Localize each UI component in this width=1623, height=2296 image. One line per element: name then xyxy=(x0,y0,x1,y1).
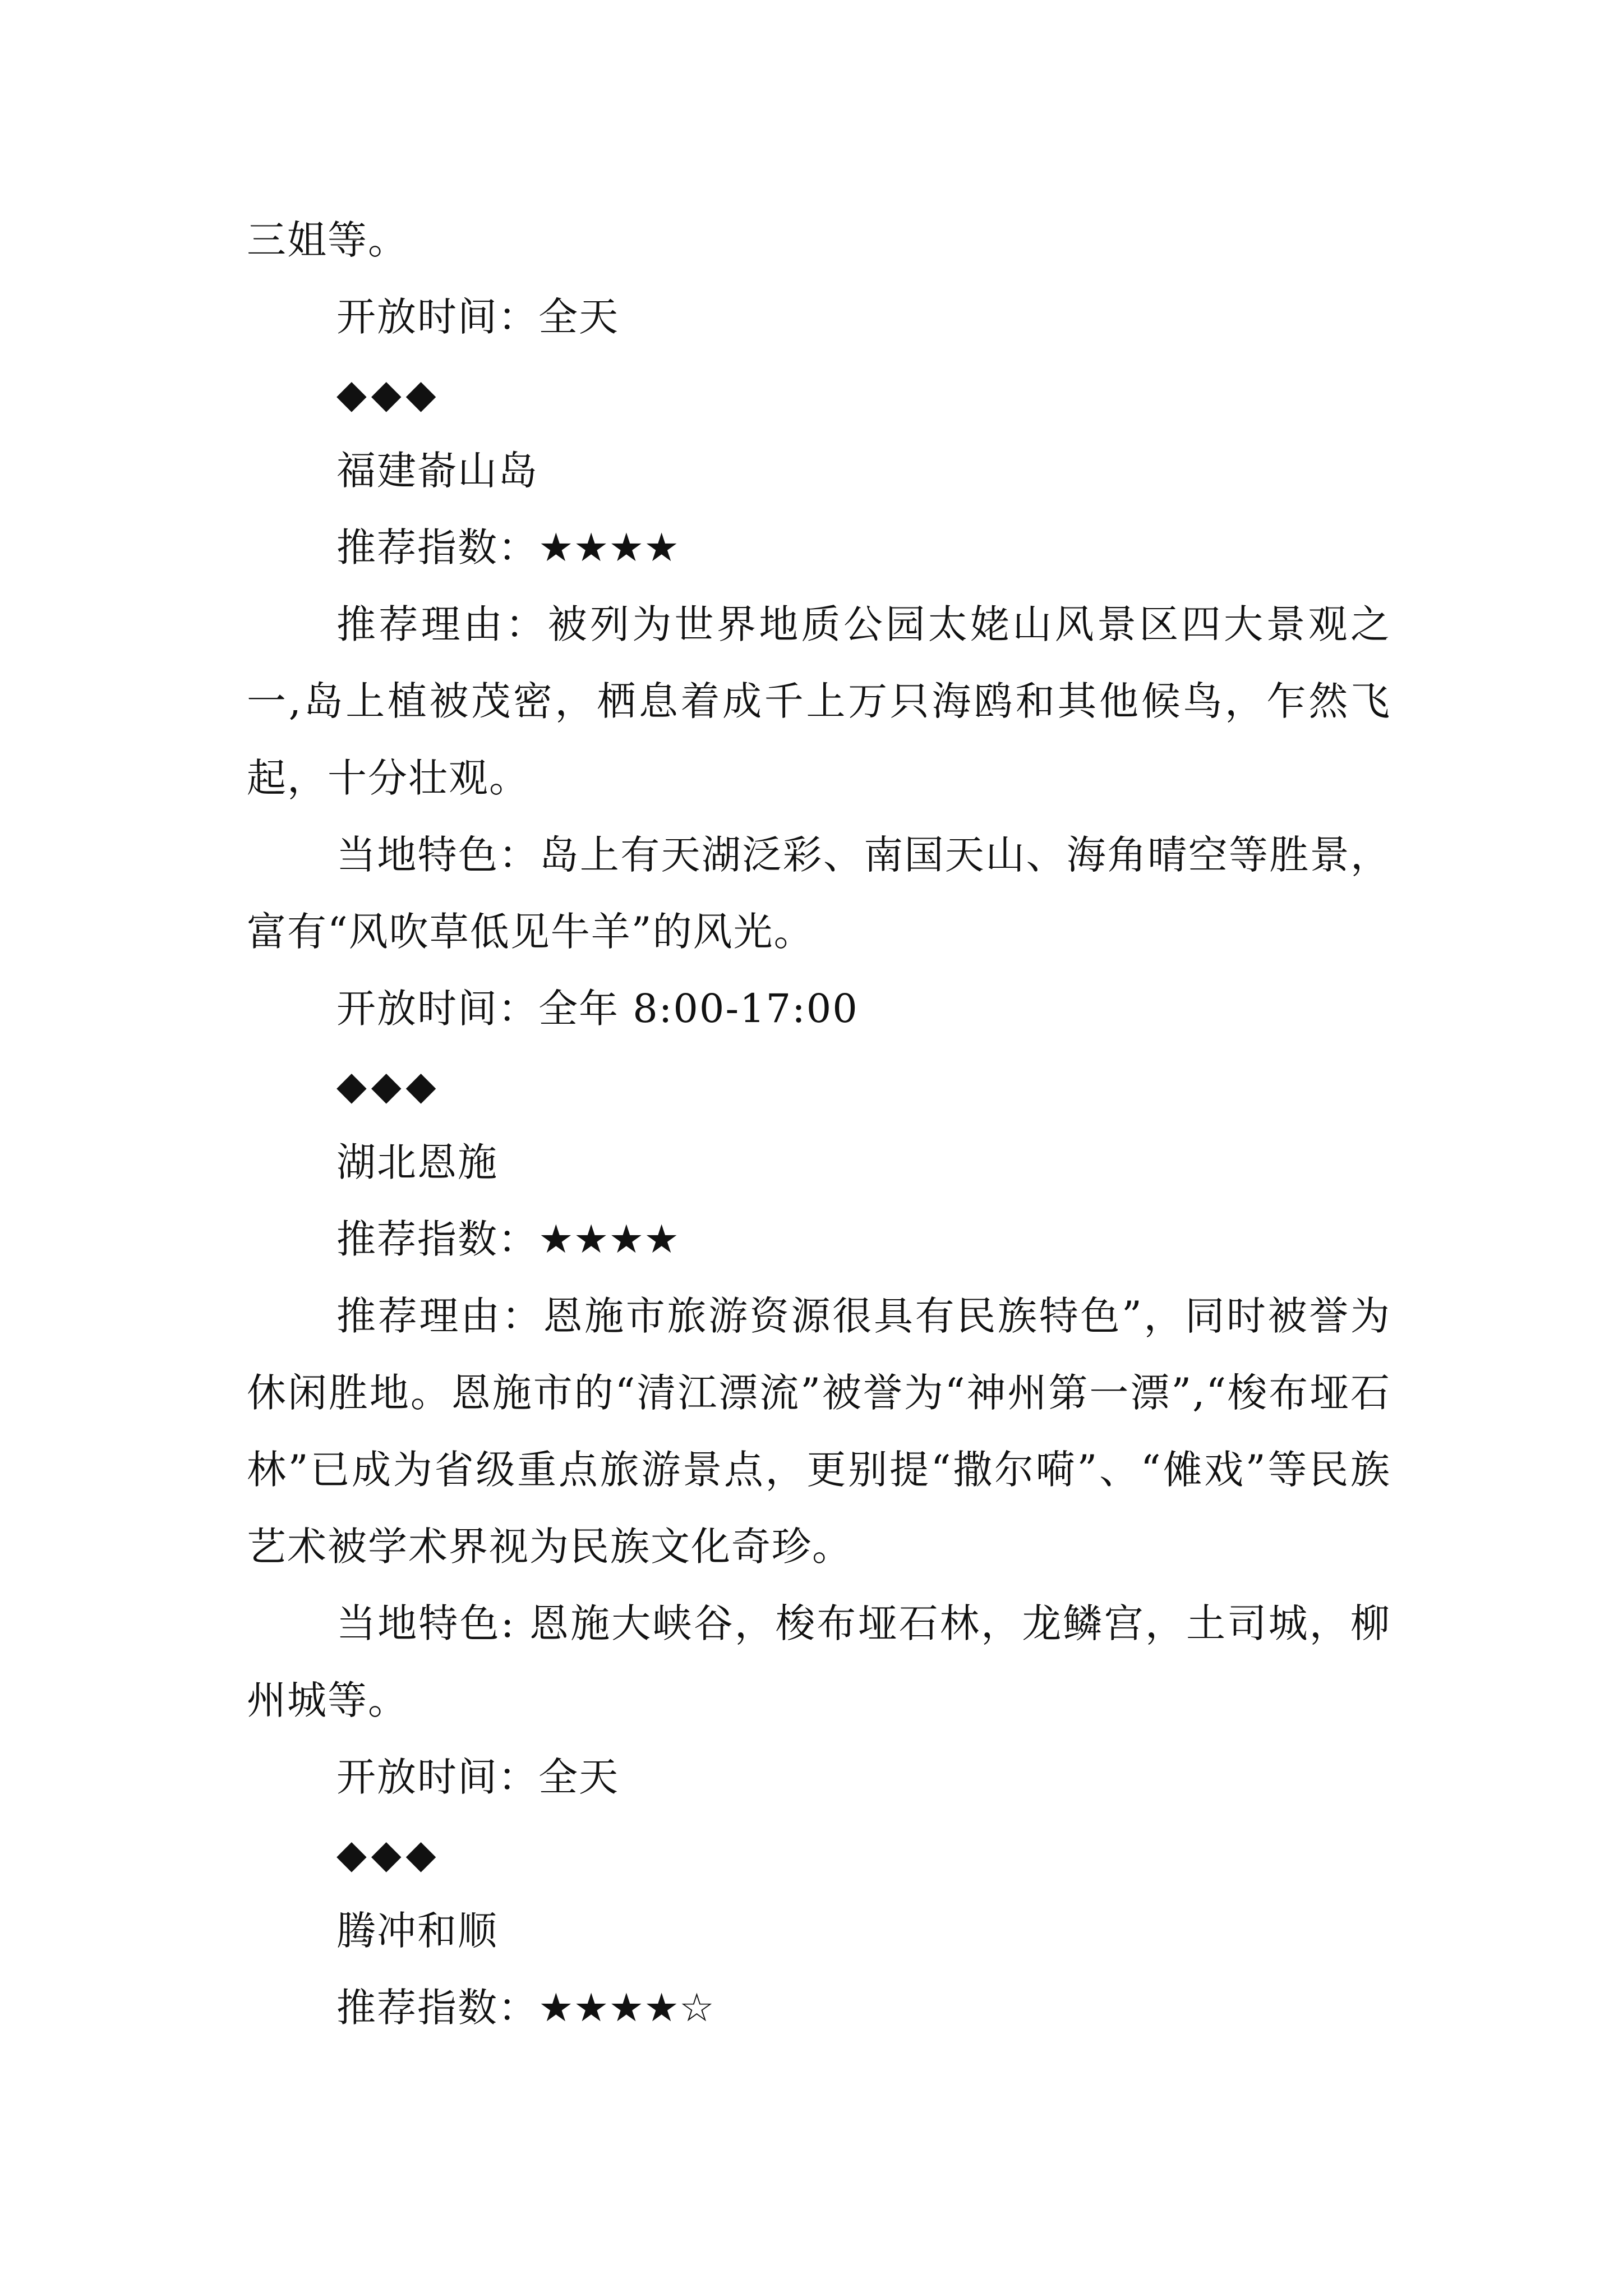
document-body xyxy=(247,202,1391,2046)
section-separator: ◆◆◆ xyxy=(336,1062,441,1108)
recommendation-reason: 推荐理由：被列为世界地质公园太姥山风景区四大景观之一,岛上植被茂密，栖息着成千上万只海鸥和其他候鸟，乍然飞起，十分壮观。 xyxy=(247,601,1391,801)
opening-hours: 开放时间：全天 xyxy=(336,294,619,340)
recommendation-reason: 推荐理由：恩施市旅游资源很具有民族特色”，同时被誉为休闲胜地。恩施市的“清江漂流”被誉为“神州第一漂”,“梭布垭石林”已成为省级重点旅游景点，更别提“撒尔嗬”、“傩戏”等民族艺术被学术界视为民族文化奇珍。 xyxy=(247,1293,1391,1570)
recommendation-index xyxy=(247,509,1391,586)
recommendation-label: 推荐指数： xyxy=(336,1216,538,1262)
opening-hours: 开放时间：全年 8:00-17:00 xyxy=(336,986,859,1032)
star-rating: ★★★★☆ xyxy=(538,1985,714,2031)
local-features: 当地特色：岛上有天湖泛彩、南国天山、海角晴空等胜景，富有“风吹草低见牛羊”的风光。 xyxy=(247,832,1391,955)
local-features: 当地特色: 恩施大峡谷，梭布垭石林，龙鳞宫，土司城，柳州城等。 xyxy=(247,1600,1391,1723)
section-title-fujian: 福建嵛山岛 xyxy=(336,448,538,494)
opening-hours: 开放时间：全天 xyxy=(336,1754,619,1800)
star-rating: ★★★★ xyxy=(538,1216,680,1262)
recommendation-index xyxy=(247,1970,1391,2046)
section-separator: ◆◆◆ xyxy=(336,371,441,417)
section-title-hubei: 湖北恩施 xyxy=(336,1139,498,1185)
star-rating: ★★★★ xyxy=(538,524,680,570)
recommendation-label: 推荐指数： xyxy=(336,524,538,570)
recommendation-label: 推荐指数： xyxy=(336,1985,538,2031)
recommendation-index xyxy=(247,1201,1391,1278)
paragraph-continuation: 三姐等。 xyxy=(247,217,408,263)
section-separator: ◆◆◆ xyxy=(336,1831,441,1877)
section-title-tengchong: 腾冲和顺 xyxy=(336,1908,498,1954)
